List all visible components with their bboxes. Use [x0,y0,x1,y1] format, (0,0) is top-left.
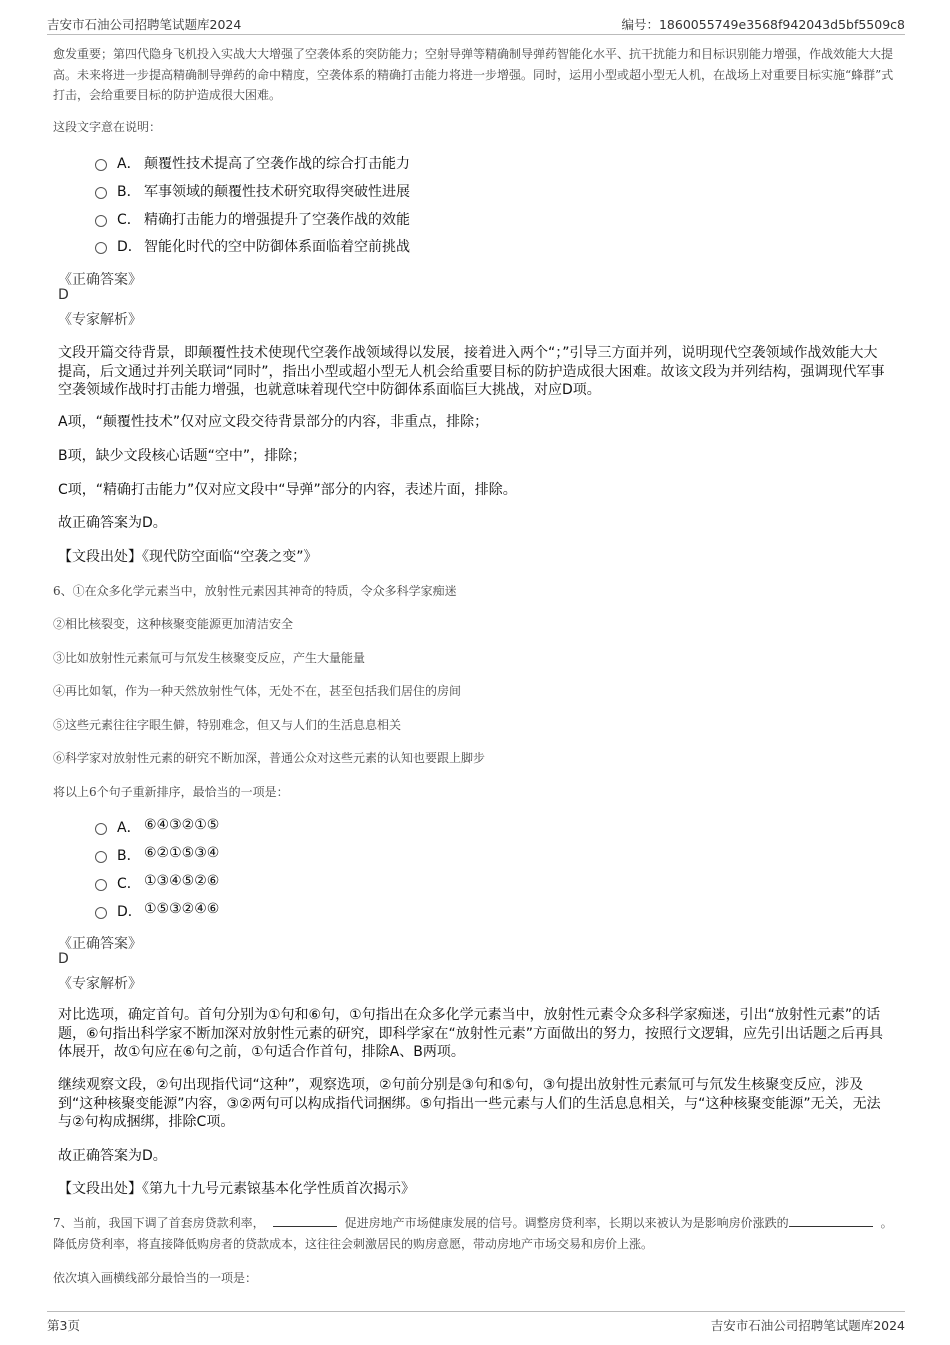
q5-analysis-main: 文段开篇交待背景，即颠覆性技术使现代空袭作战领域得以发展，接着进入两个“；”引导三方面并列，说明现代空袭领域作战效能大大提高，后文通过并列关联词“同时”，指出小型或超小型无人机会给重要目标的防护造成很大困难。故该文段为并列结构，强调现代军事空袭领域作战时打击能力增强，也就意味着现代空中防御体系面临巨大挑战，对应D项。 [58,345,885,398]
q7-text-a: 7、当前，我国下调了首套房贷款利率， [53,1216,265,1230]
q6-sentence-6: ⑥科学家对放射性元素的研究不断加深，普通公众对这些元素的认知也要跟上脚步 [53,751,486,765]
q6-answer: D [58,951,69,967]
q7-text-c: 。降低房贷利率，将直接降低购房者的贷款成本，这往往会刺激居民的购房意愿，带动房地产市场交易和房价上涨。 [53,1216,893,1251]
q5-analysis-option-c: C项，“精确打击能力”仅对应文段中“导弹”部分的内容，表述片面，排除。 [58,482,517,498]
q7-text-b: 促进房地产市场健康发展的信号。调整房贷利率，长期以来被认为是影响房价涨跌的 [344,1216,789,1230]
q5-option-b[interactable] [95,181,855,201]
q7-prompt: 依次填入画横线部分最恰当的一项是： [53,1271,258,1285]
radio-button[interactable] [95,242,107,254]
option-text: 智能化时代的空中防御体系面临着空前挑战 [144,239,410,255]
q5-option-c[interactable] [95,209,855,229]
footer-title: 吉安市石油公司招聘笔试题库2024 [710,1318,905,1333]
q5-source: 【文段出处】《现代防空面临“空袭之变”》 [58,549,318,565]
q5-answer: D [58,287,69,303]
option-text: ①⑤③②④⑥ [144,901,220,917]
radio-button[interactable] [95,879,107,891]
q6-answer-label: 《正确答案》 [58,936,142,952]
q7-blank-1 [273,1214,337,1227]
q5-conclusion: 故正确答案为D。 [58,515,167,531]
option-text: ⑥②①⑤③④ [144,845,220,861]
radio-button[interactable] [95,907,107,919]
radio-button[interactable] [95,159,107,171]
q6-prompt: 将以上6个句子重新排序，最恰当的一项是： [53,785,289,799]
q6-sentence-3: ③比如放射性元素氚可与氘发生核聚变反应，产生大量能量 [53,651,366,665]
q5-option-a[interactable] [95,153,855,173]
q5-passage: 愈发重要；第四代隐身飞机投入实战大大增强了空袭体系的突防能力；空射导弹等精确制导弹药智能化水平、抗干扰能力和目标识别能力增强，作战效能大大提高。未来将进一步提高精确制导弹药的命中精度，空袭体系的精确打击能力将进一步增强。同时，运用小型或超小型无人机，在战场上对重要目标实施“蜂群”式打击，会给重要目标的防护造成很大困难。 [53,47,894,102]
option-text: ①③④⑤②⑥ [144,873,220,889]
radio-button[interactable] [95,851,107,863]
q6-analysis-label: 《专家解析》 [58,976,142,992]
q6-sentence-2: ②相比核裂变，这种核聚变能源更加清洁安全 [53,617,294,631]
q6-option-a[interactable] [95,817,855,837]
option-letter: A． [117,156,141,172]
option-letter: A． [117,820,141,836]
option-text: 军事领域的颠覆性技术研究取得突破性进展 [144,184,410,200]
header-title: 吉安市石油公司招聘笔试题库2024 [47,17,242,32]
q5-analysis-option-a: A项，“颠覆性技术”仅对应文段交待背景部分的内容，非重点，排除； [58,414,489,430]
q6-option-d[interactable] [95,901,855,921]
q7-blank-2 [789,1214,873,1227]
q7-stem [53,1213,903,1254]
option-text: 精确打击能力的增强提升了空袭作战的效能 [144,212,410,228]
q6-source: 【文段出处】《第九十九号元素锿基本化学性质首次揭示》 [58,1181,415,1197]
page-footer [47,1311,905,1334]
option-letter: D． [117,904,142,920]
q6-sentence-5: ⑤这些元素往往字眼生僻，特别难念，但又与人们的生活息息相关 [53,718,402,732]
page-header [47,14,905,35]
q5-prompt: 这段文字意在说明： [53,120,162,134]
option-text: 颠覆性技术提高了空袭作战的综合打击能力 [144,156,410,172]
q5-analysis-label: 《专家解析》 [58,312,142,328]
option-letter: B． [117,184,141,200]
radio-button[interactable] [95,823,107,835]
option-letter: C． [117,212,141,228]
q6-sentence-4: ④再比如氡，作为一种天然放射性气体，无处不在，甚至包括我们居住的房间 [53,684,462,698]
q5-option-d[interactable] [95,236,855,256]
radio-button[interactable] [95,187,107,199]
q6-conclusion: 故正确答案为D。 [58,1148,167,1164]
q6-sentence-1: 6、①在众多化学元素当中，放射性元素因其神奇的特质，令众多科学家痴迷 [53,584,457,598]
header-doc-number: 编号：1860055749e3568f942043d5bf5509c8 [621,17,905,32]
option-letter: D． [117,239,142,255]
q6-option-c[interactable] [95,873,855,893]
q5-answer-label: 《正确答案》 [58,272,142,288]
q6-analysis-continued: 继续观察文段，②句出现指代词“这种”，观察选项，②句前分别是③句和⑤句，③句提出放射性元素氚可与氘发生核聚变反应，涉及到“这种核聚变能源”内容，③②两句可以构成指代词捆绑。⑤句指出一些元素与人们的生活息息相关，与“这种核聚变能源”无关，无法与②句构成捆绑，排除C项。 [58,1077,881,1130]
option-letter: B． [117,848,141,864]
q5-analysis-option-b: B项，缺少文段核心话题“空中”，排除； [58,448,307,464]
q6-analysis-main: 对比选项，确定首句。首句分别为①句和⑥句，①句指出在众多化学元素当中，放射性元素令众多科学家痴迷，引出“放射性元素”的话题，⑥句指出科学家不断加深对放射性元素的研究，即科学家在“放射性元素”方面做出的努力，按照行文逻辑，应先引出话题之后再具体展开，故①句应在⑥句之前，①句适合作首句，排除A、B两项。 [58,1007,884,1060]
page-number: 第3页 [47,1318,80,1333]
radio-button[interactable] [95,215,107,227]
option-text: ⑥④③②①⑤ [144,817,220,833]
q6-option-b[interactable] [95,845,855,865]
option-letter: C． [117,876,141,892]
